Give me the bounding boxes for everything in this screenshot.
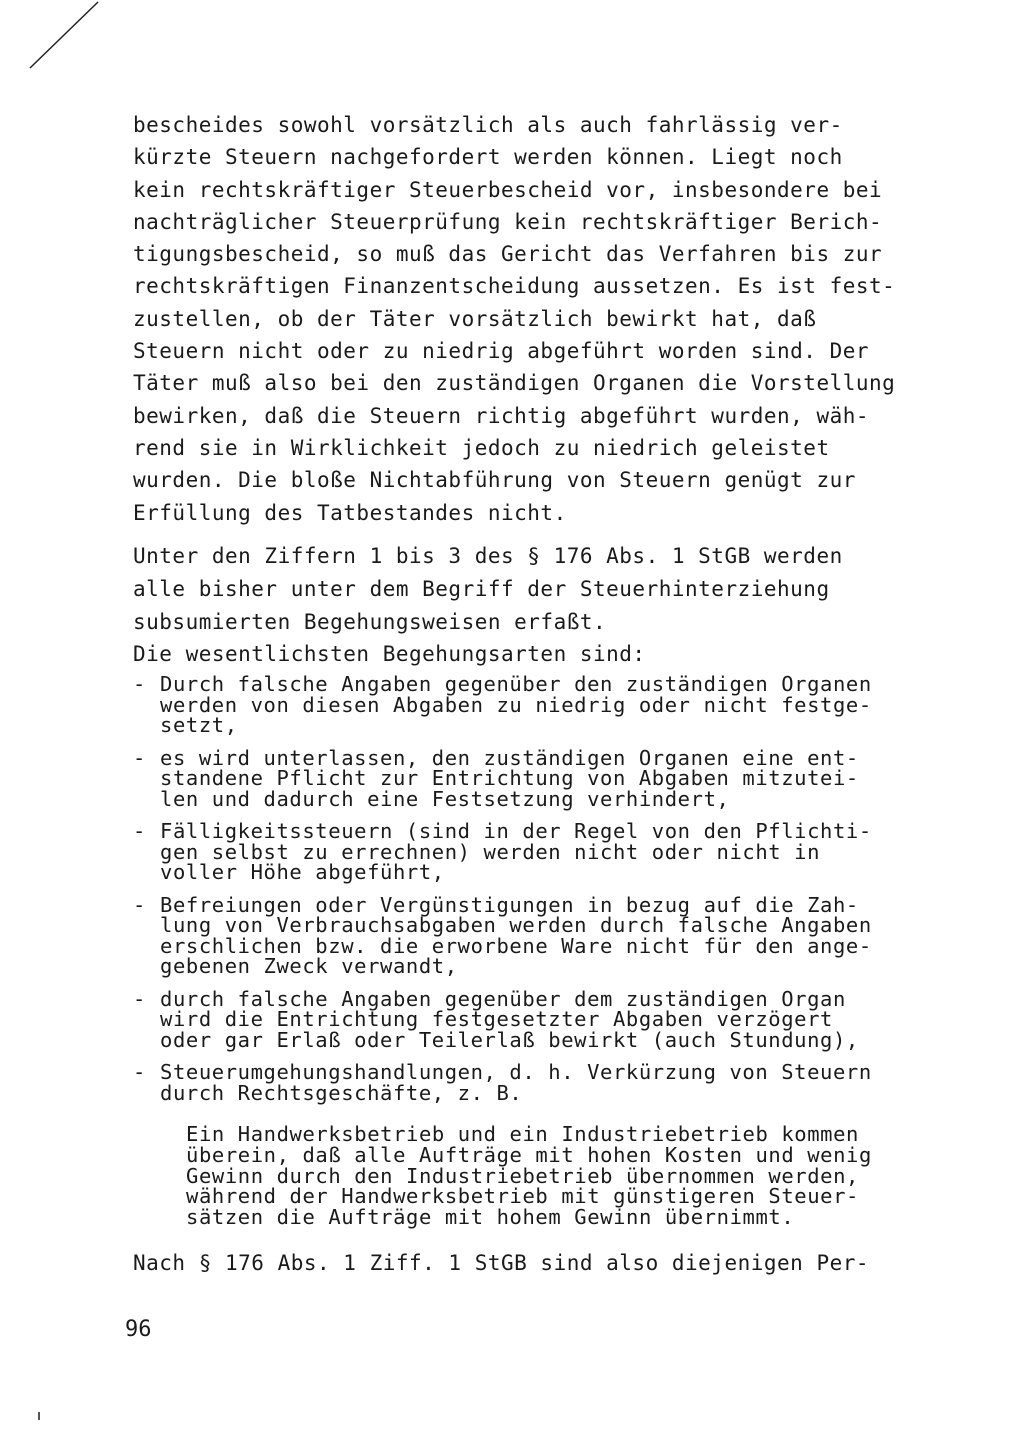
- dash-bullet: -: [133, 986, 146, 1011]
- text-line: rechtskräftigen Finanzentscheidung aussetzen. Es ist fest-: [133, 274, 896, 299]
- dash-bullet: -: [133, 1060, 146, 1084]
- list-item-line: es wird unterlassen, den zuständigen Organen eine ent-: [160, 745, 859, 770]
- example-line: während der Handwerksbetrieb mit günstigeren Steuer-: [186, 1184, 859, 1209]
- pen-stroke-mark: [28, 0, 108, 72]
- list-item: [133, 986, 933, 1052]
- list-item: [133, 821, 933, 883]
- dash-bullet: -: [133, 672, 146, 696]
- list-item-line: len und dadurch eine Festsetzung verhindert,: [160, 786, 730, 811]
- list-item: [133, 892, 933, 978]
- paragraph-2: [133, 540, 923, 639]
- text-line: alle bisher unter dem Begriff der Steuerhinterziehung: [133, 577, 830, 601]
- list-item-line: gebenen Zweck verwandt,: [160, 954, 458, 978]
- example-line: überein, daß alle Aufträge mit hohen Kosten und wenig: [186, 1142, 872, 1167]
- list-item: [133, 674, 933, 736]
- list-item-line: Durch falsche Angaben gegenüber den zuständigen Organen: [160, 672, 872, 696]
- dash-bullet: -: [133, 892, 146, 917]
- list-item-line: Befreiungen oder Vergünstigungen in bezug auf die Zah-: [160, 892, 859, 917]
- text-line: zustellen, ob der Täter vorsätzlich bewirkt hat, daß: [133, 306, 817, 331]
- list-item-line: Fälligkeitssteuern (sind in der Regel von den Pflichti-: [160, 819, 872, 843]
- text-line: kein rechtskräftiger Steuerbescheid vor, insbesondere bei: [133, 177, 883, 202]
- page-number: 96: [125, 1317, 152, 1342]
- example-line: sätzen die Aufträge mit hohem Gewinn übernimmt.: [186, 1205, 795, 1230]
- text-line: rend sie in Wirklichkeit jedoch zu niedrich geleistet: [133, 435, 830, 460]
- text-line: bescheides sowohl vorsätzlich als auch fahrlässig ver-: [133, 113, 843, 137]
- list-item: [133, 745, 933, 811]
- text-line: bewirken, daß die Steuern richtig abgeführt wurden, wäh-: [133, 403, 870, 428]
- list-item-line: lung von Verbrauchsabgaben werden durch falsche Angaben: [160, 913, 872, 937]
- text-line: tigungsbescheid, so muß das Gericht das Verfahren bis zur: [133, 242, 883, 267]
- list-item-line: gen selbst zu errechnen) werden nicht oder nicht in: [160, 839, 821, 864]
- offense-list: [133, 674, 933, 1115]
- dash-bullet: -: [133, 745, 146, 770]
- final-line: Nach § 176 Abs. 1 Ziff. 1 StGB sind also diejenigen Per-: [133, 1251, 870, 1275]
- list-item-line: voller Höhe abgeführt,: [160, 860, 445, 884]
- text-line: subsumierten Begehungsweisen erfaßt.: [133, 610, 607, 634]
- list-item-line: erschlichen bzw. die erworbene Ware nicht für den ange-: [160, 933, 872, 958]
- text-line: wurden. Die bloße Nichtabführung von Steuern genügt zur: [133, 468, 856, 493]
- list-item-line: wird die Entrichtung festgesetzter Abgaben verzögert: [160, 1007, 833, 1031]
- example-block: [186, 1124, 926, 1228]
- list-item: [133, 1062, 933, 1103]
- list-item-line: durch Rechtsgeschäfte, z. B.: [160, 1080, 523, 1105]
- text-line: kürzte Steuern nachgefordert werden können. Liegt noch: [133, 145, 843, 170]
- paragraph-1: [133, 109, 923, 529]
- text-line: Erfüllung des Tatbestandes nicht.: [133, 500, 567, 525]
- text-line: Unter den Ziffern 1 bis 3 des § 176 Abs. 1 StGB werden: [133, 544, 843, 568]
- text-line: Täter muß also bei den zuständigen Organen die Vorstellung: [133, 371, 896, 396]
- example-line: Gewinn durch den Industriebetrieb übernommen werden,: [186, 1163, 859, 1188]
- text-line: Steuern nicht oder zu niedrig abgeführt worden sind. Der: [133, 339, 870, 364]
- list-item-line: oder gar Erlaß oder Teilerlaß bewirkt (auch Stundung),: [160, 1027, 859, 1052]
- scan-edge-mark: [38, 1412, 40, 1420]
- list-item-line: durch falsche Angaben gegenüber dem zuständigen Organ: [160, 986, 846, 1011]
- list-item-line: werden von diesen Abgaben zu niedrig oder nicht festge-: [160, 692, 872, 717]
- example-line: Ein Handwerksbetrieb und ein Industriebetrieb kommen: [186, 1122, 859, 1146]
- list-item-line: setzt,: [160, 713, 238, 737]
- list-item-line: Steuerumgehungshandlungen, d. h. Verkürzung von Steuern: [160, 1060, 872, 1084]
- text-line: nachträglicher Steuerprüfung kein rechtskräftiger Berich-: [133, 209, 883, 234]
- list-intro: Die wesentlichsten Begehungsarten sind:: [133, 642, 646, 666]
- list-item-line: standene Pflicht zur Entrichtung von Abgaben mitzutei-: [160, 766, 859, 790]
- dash-bullet: -: [133, 819, 146, 843]
